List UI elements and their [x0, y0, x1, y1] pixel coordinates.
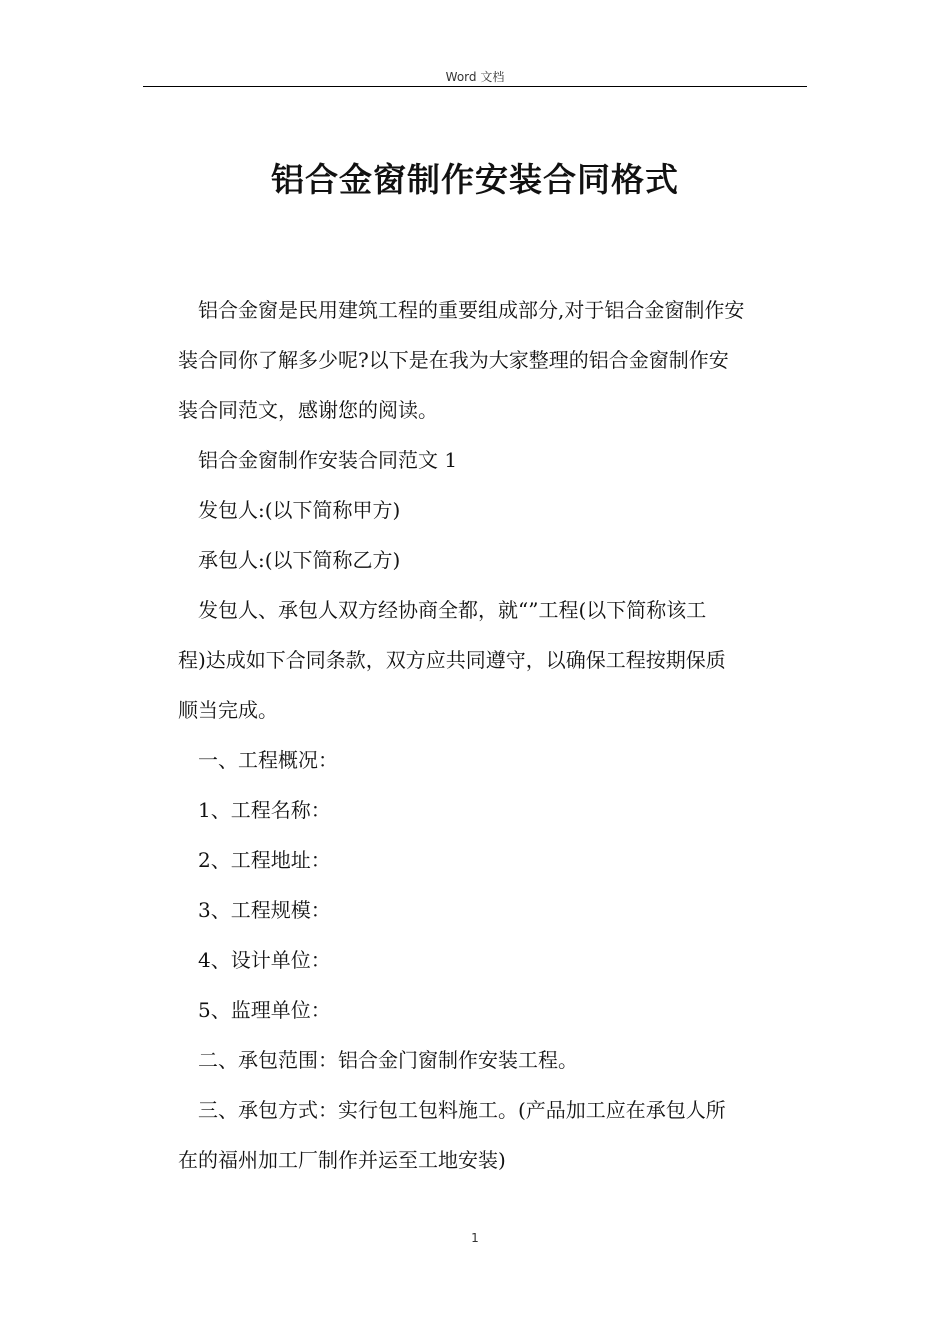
document-body	[178, 285, 808, 1185]
header-divider	[143, 86, 807, 87]
paragraph	[178, 885, 808, 935]
paragraph-line: 二、承包范围：铝合金门窗制作安装工程。	[198, 1048, 578, 1072]
page-number: 1	[471, 1231, 479, 1245]
paragraph	[178, 985, 808, 1035]
paragraph-line: 装合同范文，感谢您的阅读。	[178, 398, 438, 422]
paragraph-line: 3、工程规模：	[198, 898, 331, 922]
paragraph-line: 三、承包方式：实行包工包料施工。(产品加工应在承包人所	[198, 1098, 726, 1122]
paragraph-line: 发包人、承包人双方经协商全都，就“”工程(以下简称该工	[198, 598, 707, 622]
paragraph	[178, 535, 808, 585]
paragraph	[178, 485, 808, 535]
paragraph	[178, 1035, 808, 1085]
paragraph-line: 4、设计单位：	[198, 948, 331, 972]
paragraph	[178, 585, 808, 735]
paragraph-line: 5、监理单位：	[198, 998, 331, 1022]
paragraph	[178, 435, 808, 485]
paragraph-line: 2、工程地址：	[198, 848, 331, 872]
paragraph-line: 铝合金窗是民用建筑工程的重要组成部分,对于铝合金窗制作安	[198, 298, 745, 322]
header-text: Word 文档	[445, 70, 505, 84]
paragraph	[178, 785, 808, 835]
paragraph-line: 在的福州加工厂制作并运至工地安装)	[178, 1148, 506, 1172]
paragraph	[178, 735, 808, 785]
paragraph-line: 1、工程名称：	[198, 798, 331, 822]
paragraph-line: 承包人:(以下简称乙方)	[198, 548, 401, 572]
paragraph-line: 程)达成如下合同条款，双方应共同遵守，以确保工程按期保质	[178, 648, 726, 672]
paragraph	[178, 935, 808, 985]
paragraph	[178, 285, 808, 435]
paragraph-line: 装合同你了解多少呢?以下是在我为大家整理的铝合金窗制作安	[178, 348, 729, 372]
paragraph	[178, 1085, 808, 1185]
document-title: 铝合金窗制作安装合同格式	[271, 160, 679, 199]
paragraph-line: 一、工程概况：	[198, 748, 338, 772]
paragraph-line: 发包人:(以下简称甲方)	[198, 498, 401, 522]
paragraph-line: 顺当完成。	[178, 698, 278, 722]
paragraph	[178, 835, 808, 885]
paragraph-line: 铝合金窗制作安装合同范文 1	[198, 448, 458, 472]
